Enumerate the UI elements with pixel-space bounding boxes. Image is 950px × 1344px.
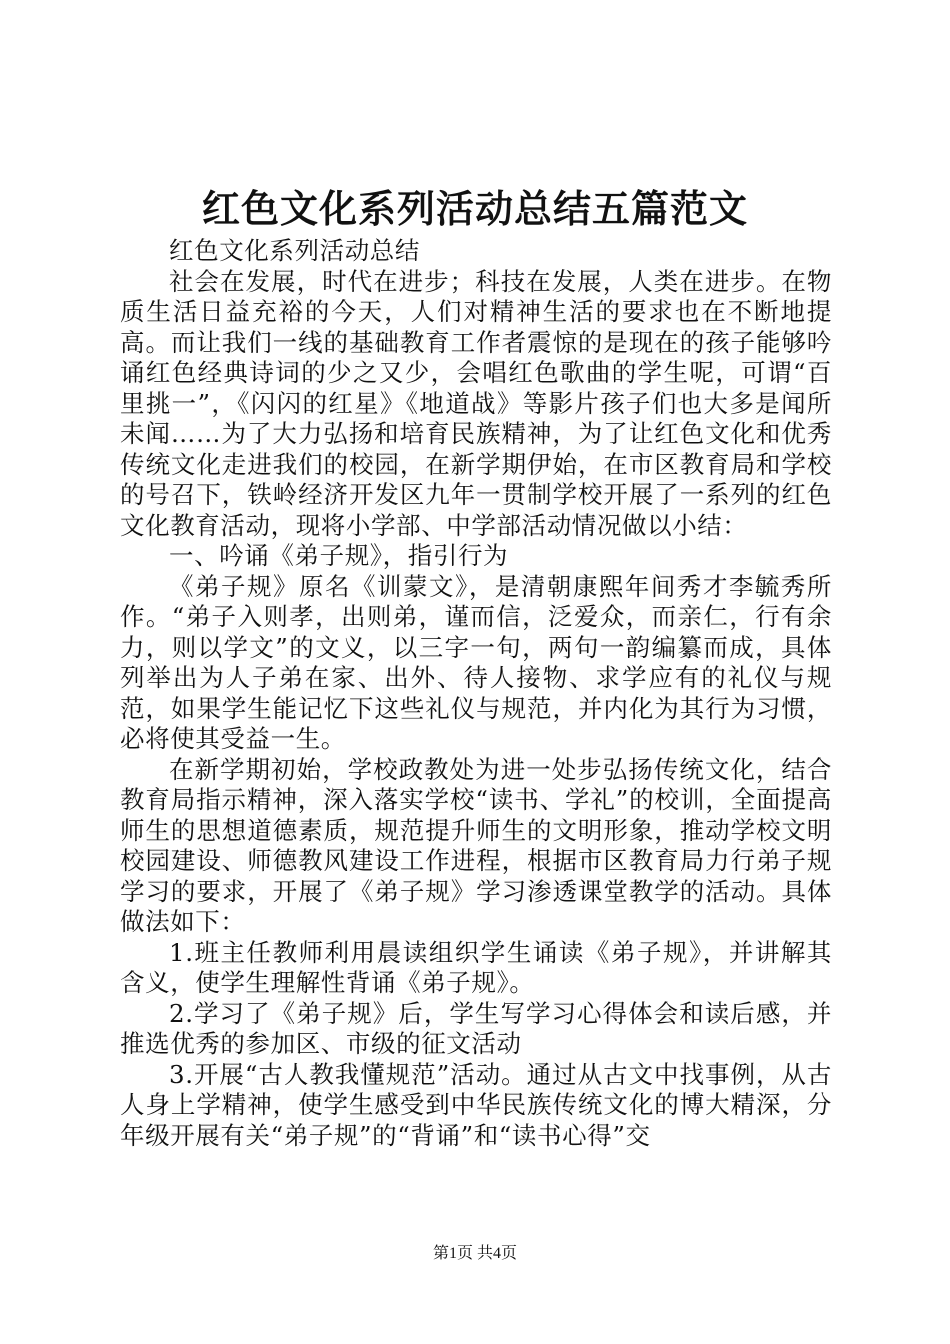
section-heading-1: 一、吟诵《弟子规》，指引行为 bbox=[169, 541, 509, 570]
list-item-3: 3.开展“古人教我懂规范”活动。通过从古文中找事例，从古人身上学精神，使学生感受到中华民族传统文化的博大精深，分年级开展有关“弟子规”的“背诵”和“读书心得”交 bbox=[120, 1059, 832, 1150]
body-paragraph: 在新学期初始，学校政教处为进一处步弘扬传统文化，结合教育局指示精神，深入落实学校“读书、学礼”的校训，全面提高师生的思想道德素质，规范提升师生的文明形象，推动学校文明校园建设、师德教风建设工作进程，根据市区教育局力行弟子规学习的要求，开展了《弟子规》学习渗透课堂教学的活动。具体做法如下： bbox=[120, 754, 832, 936]
intro-paragraph: 社会在发展，时代在进步；科技在发展，人类在进步。在物质生活日益充裕的今天，人们对精神生活的要求也在不断地提高。而让我们一线的基础教育工作者震惊的是现在的孩子能够吟诵红色经典诗词的少之又少，会唱红色歌曲的学生呢，可谓“百里挑一”，《闪闪的红星》《地道战》等影片孩子们也大多是闻所未闻……为了大力弘扬和培育民族精神，为了让红色文化和优秀传统文化走进我们的校园，在新学期伊始，在市区教育局和学校的号召下，铁岭经济开发区九年一贯制学校开展了一系列的红色文化教育活动，现将小学部、中学部活动情况做以小结： bbox=[120, 266, 833, 540]
document-body bbox=[120, 236, 832, 1151]
list-item-1: 1.班主任教师利用晨读组织学生诵读《弟子规》，并讲解其含义，使学生理解性背诵《弟子规》。 bbox=[120, 937, 832, 997]
document-title: 红色文化系列活动总结五篇范文 bbox=[201, 186, 748, 231]
page-number-footer: 第1页 共4页 bbox=[432, 1245, 517, 1262]
body-paragraph: 《弟子规》原名《训蒙文》，是清朝康熙年间秀才李毓秀所作。“弟子入则孝，出则弟，谨而信，泛爱众，而亲仁，行有余力，则以学文”的文义，以三字一句，两句一韵编纂而成，具体列举出为人子弟在家、出外、待人接物、求学应有的礼仪与规范，如果学生能记忆下这些礼仪与规范，并内化为其行为习惯，必将使其受益一生。 bbox=[120, 571, 832, 753]
subtitle-paragraph: 红色文化系列活动总结 bbox=[169, 236, 420, 265]
list-item-2: 2.学习了《弟子规》后，学生写学习心得体会和读后感，并推选优秀的参加区、市级的征文活动 bbox=[120, 998, 832, 1058]
